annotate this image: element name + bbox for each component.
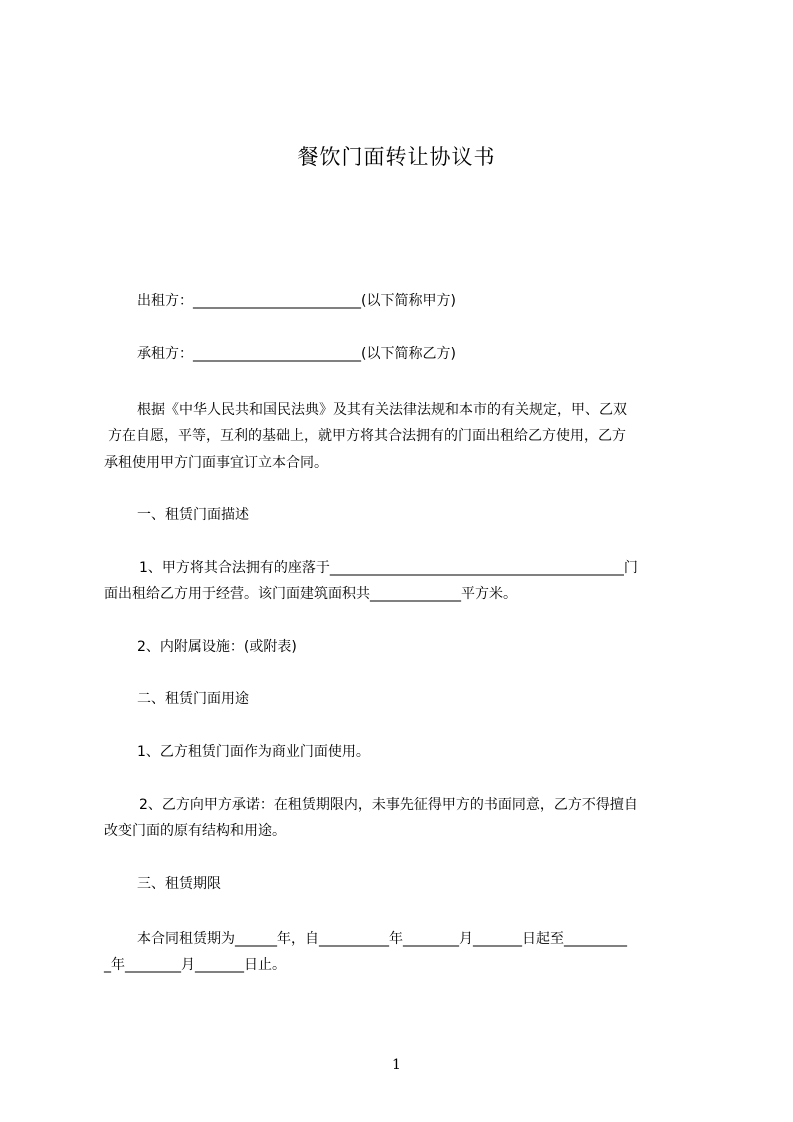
section-three-clause-line-1: 本合同租赁期为______年，自__________年________月_______日起至_________: [137, 931, 627, 947]
section-two-clause1: 1、乙方租赁门面作为商业门面使用。: [137, 744, 370, 760]
section-two-heading: 二、租赁门面用途: [137, 691, 249, 707]
section-three-heading: 三、租赁期限: [137, 876, 221, 892]
document-title: 餐饮门面转让协议书: [297, 145, 496, 169]
section-one-clause2: 2、内附属设施：(或附表): [137, 639, 297, 655]
section-two-clause2-line-2: 改变门面的原有结构和用途。: [104, 823, 286, 839]
section-three-clause-line-2: _年________月_______日止。: [104, 957, 286, 973]
lessor-line: 出租方：________________________(以下简称甲方): [137, 293, 456, 309]
section-one-clause1-line-2: 面出租给乙方用于经营。该门面建筑面积共_____________平方米。: [104, 586, 517, 602]
section-two-clause2-line-1: 2、乙方向甲方承诺：在租赁期限内，未事先征得甲方的书面同意，乙方不得擅自: [139, 797, 638, 813]
preamble-line-2: 方在自愿，平等，互利的基础上，就甲方将其合法拥有的门面出租给乙方使用，乙方: [108, 428, 626, 444]
page-number: 1: [392, 1057, 401, 1073]
preamble-line-1: 根据《中华人民共和国民法典》及其有关法律法规和本市的有关规定，甲、乙双: [137, 402, 627, 418]
lessee-line: 承租方：________________________(以下简称乙方): [137, 346, 456, 362]
section-one-clause1-line-1: 1、甲方将其合法拥有的座落于__________________________________________门: [139, 560, 638, 576]
preamble-line-3: 承租使用甲方门面事宜订立本合同。: [104, 455, 328, 471]
section-one-heading: 一、租赁门面描述: [137, 507, 249, 523]
